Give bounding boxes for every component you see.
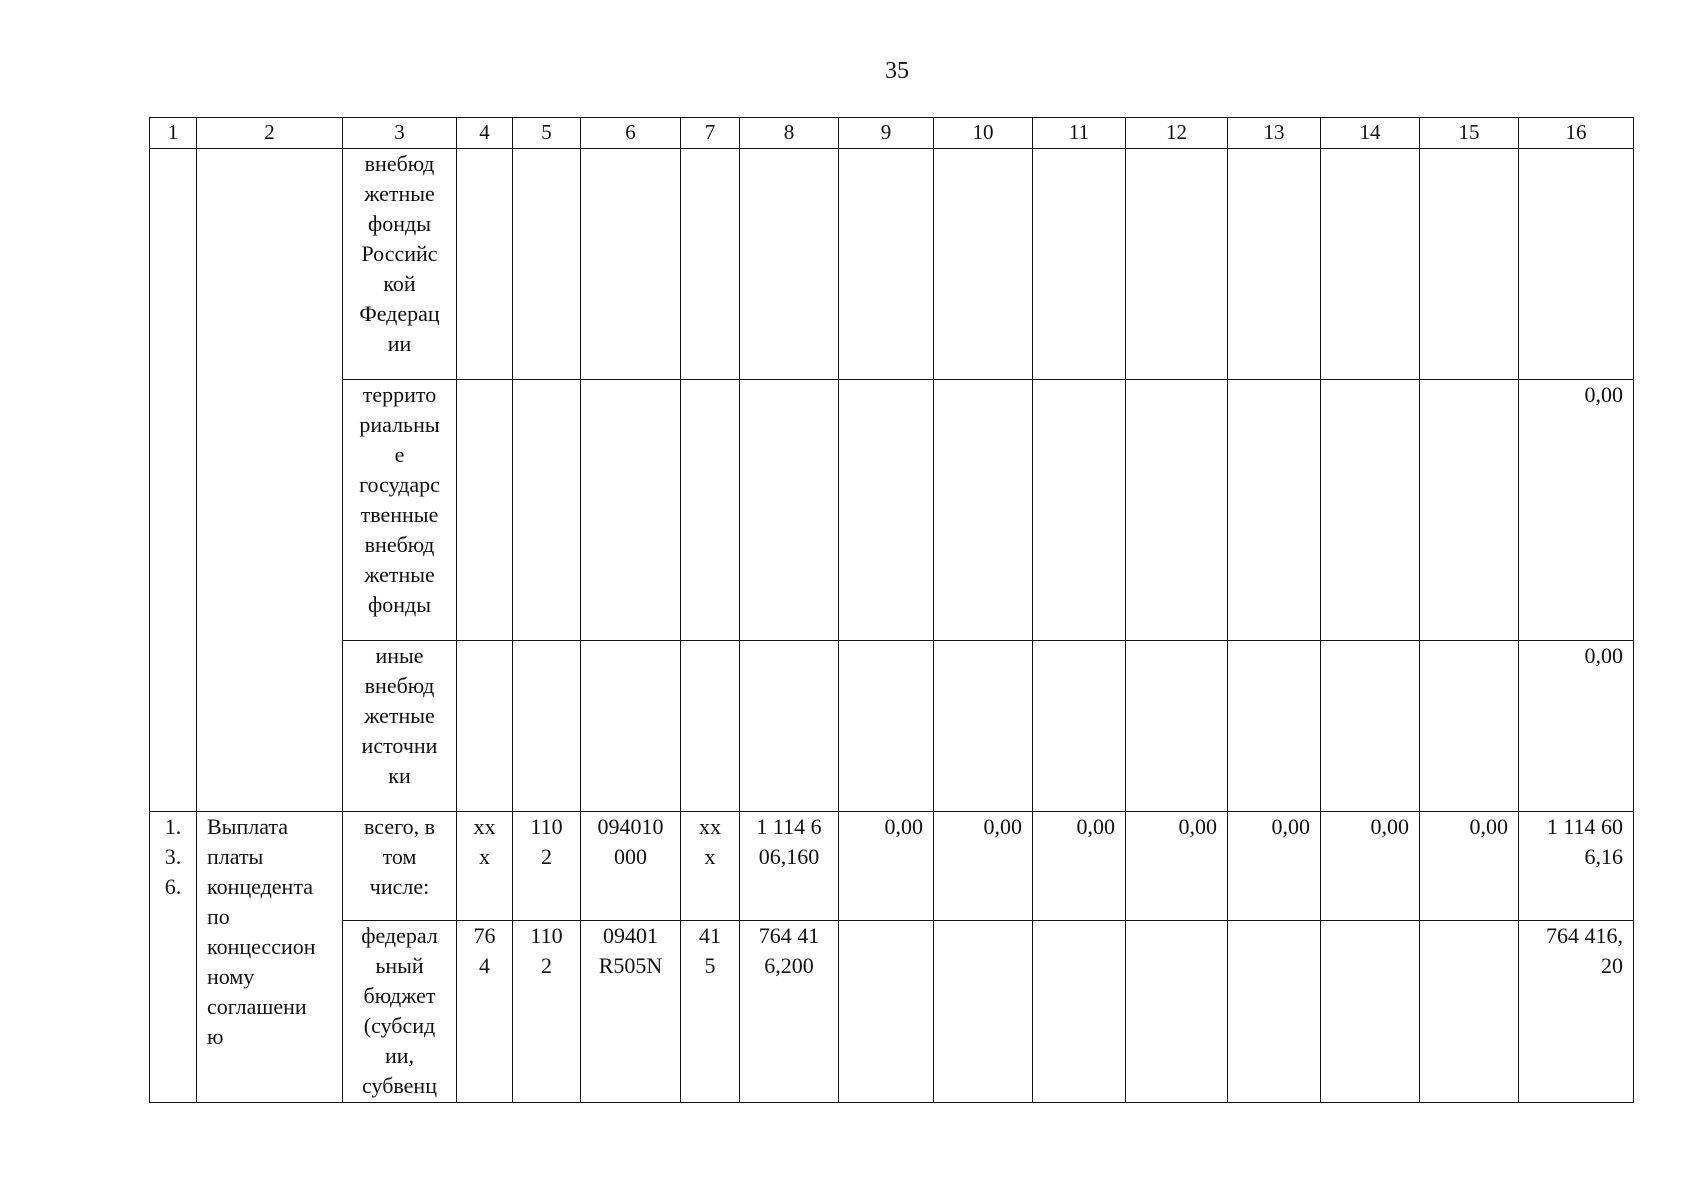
cell-col16: 0,00 <box>1519 380 1634 641</box>
cell-col4: 76 4 <box>457 921 513 1103</box>
table-row <box>150 812 1634 921</box>
cell-col1 <box>150 149 197 812</box>
budget-table <box>149 117 1634 1103</box>
table-row <box>150 149 1634 380</box>
header-cell: 4 <box>457 118 513 149</box>
header-cell: 7 <box>681 118 740 149</box>
header-cell: 15 <box>1420 118 1519 149</box>
cell-col5: 110 2 <box>513 921 581 1103</box>
cell-col10: 0,00 <box>934 812 1033 921</box>
header-cell: 2 <box>197 118 343 149</box>
cell-col3: иные внебюд жетные источни ки <box>343 641 457 812</box>
header-cell: 5 <box>513 118 581 149</box>
header-cell: 12 <box>1126 118 1228 149</box>
table-row <box>150 641 1634 812</box>
cell-col2 <box>197 149 343 812</box>
header-cell: 6 <box>581 118 681 149</box>
header-cell: 9 <box>839 118 934 149</box>
header-cell: 13 <box>1228 118 1321 149</box>
header-cell: 11 <box>1033 118 1126 149</box>
cell-col7: xx x <box>681 812 740 921</box>
row-number: 1. 3. 6. <box>150 812 197 1103</box>
cell-col16 <box>1519 149 1634 380</box>
cell-col7: 41 5 <box>681 921 740 1103</box>
cell-col9: 0,00 <box>839 812 934 921</box>
cell-col3: внебюд жетные фонды Российс кой Федерац ии <box>343 149 457 380</box>
cell-col3: террито риальны е государс твенные внебюд жетные фонды <box>343 380 457 641</box>
table-row <box>150 380 1634 641</box>
cell-col12: 0,00 <box>1126 812 1228 921</box>
header-cell: 10 <box>934 118 1033 149</box>
cell-col16: 1 114 60 6,16 <box>1519 812 1634 921</box>
cell-col11: 0,00 <box>1033 812 1126 921</box>
cell-col15: 0,00 <box>1420 812 1519 921</box>
header-cell: 1 <box>150 118 197 149</box>
cell-col16: 0,00 <box>1519 641 1634 812</box>
cell-col8: 764 41 6,200 <box>740 921 839 1103</box>
cell-col3: федерал ьный бюджет (субсид ии, субвенц <box>343 921 457 1103</box>
header-cell: 3 <box>343 118 457 149</box>
cell-col6: 094010 000 <box>581 812 681 921</box>
header-cell: 16 <box>1519 118 1634 149</box>
cell-col8: 1 114 6 06,160 <box>740 812 839 921</box>
cell-col5: 110 2 <box>513 812 581 921</box>
cell-col4: xx x <box>457 812 513 921</box>
cell-col6: 09401 R505N <box>581 921 681 1103</box>
table-row <box>150 921 1634 1103</box>
cell-col16: 764 416, 20 <box>1519 921 1634 1103</box>
header-row <box>150 118 1634 149</box>
header-cell: 14 <box>1321 118 1420 149</box>
row-title: Выплата платы концедента по концессион ному соглашени ю <box>197 812 343 1103</box>
header-cell: 8 <box>740 118 839 149</box>
page-number: 35 <box>885 58 909 84</box>
cell-col13: 0,00 <box>1228 812 1321 921</box>
cell-col3: всего, в том числе: <box>343 812 457 921</box>
cell-col14: 0,00 <box>1321 812 1420 921</box>
